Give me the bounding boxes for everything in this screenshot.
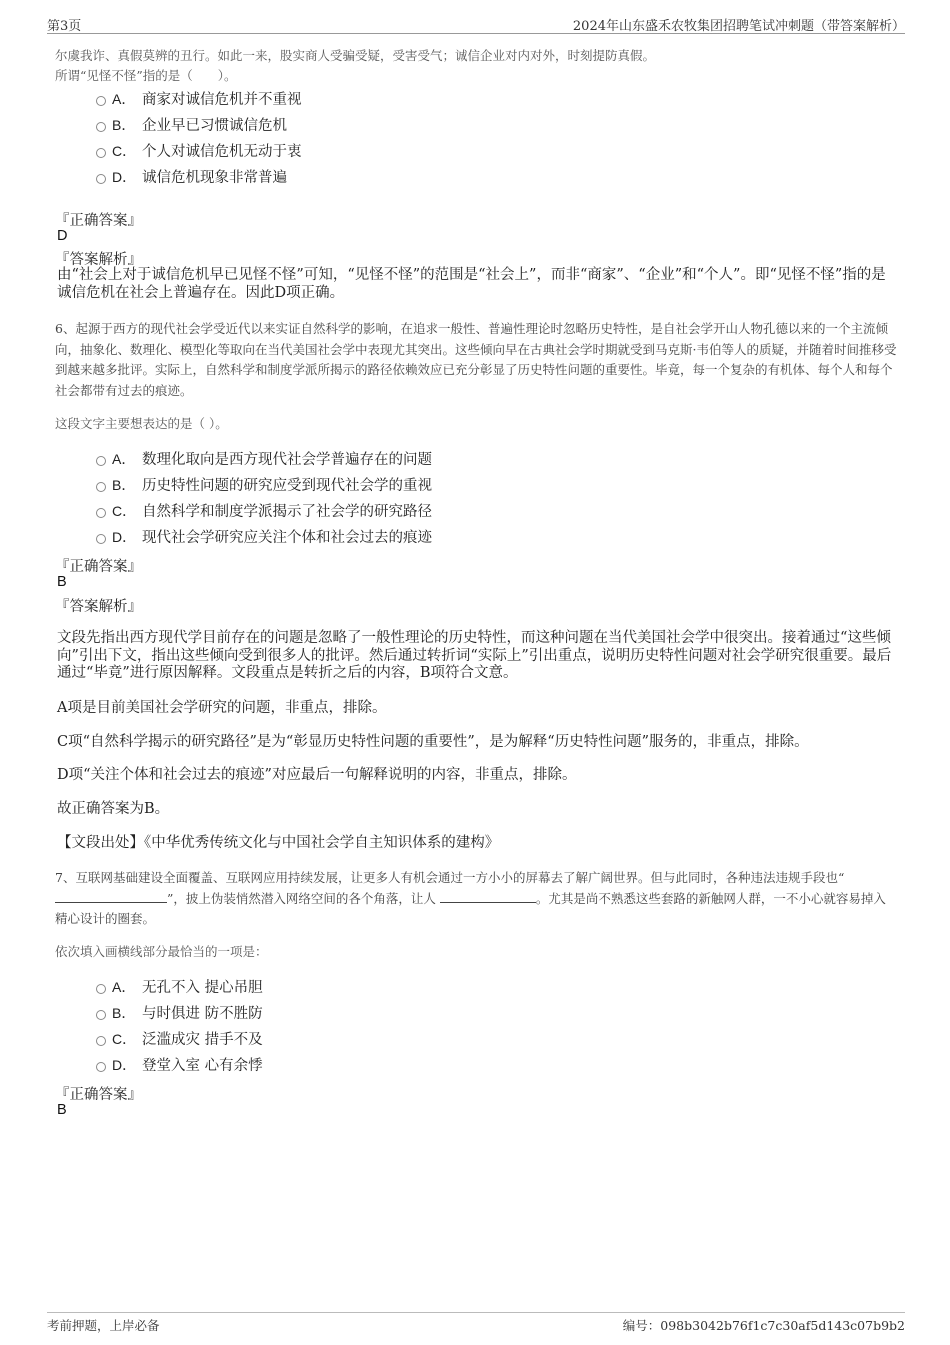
- option-text: 登堂入室 心有余悸: [142, 1058, 263, 1074]
- radio-icon[interactable]: [96, 1062, 106, 1072]
- q6-analysis-label: 『答案解析』: [55, 599, 142, 615]
- option-text: 历史特性问题的研究应受到现代社会学的重视: [142, 478, 432, 494]
- option-text: 企业早已习惯诚信危机: [142, 118, 287, 134]
- fill-blank-2: [440, 890, 536, 903]
- option-letter: C．: [112, 1031, 137, 1047]
- option-letter: D．: [112, 169, 137, 185]
- option-letter: A．: [112, 451, 136, 467]
- document-title: 2024年山东盛禾农牧集团招聘笔试冲刺题（带答案解析）: [572, 19, 905, 34]
- option-letter: D．: [112, 529, 137, 545]
- q6-analysis-a: A项是目前美国社会学研究的问题，非重点，排除。: [57, 700, 387, 716]
- option-letter: B．: [112, 117, 136, 133]
- q6-answer: B: [57, 574, 67, 590]
- q6-source: 【文段出处】《中华优秀传统文化与中国社会学自主知识体系的建构》: [57, 835, 500, 851]
- option-letter: A．: [112, 979, 136, 995]
- option-text: 个人对诚信危机无动于衷: [142, 144, 302, 160]
- radio-icon[interactable]: [96, 122, 106, 132]
- radio-icon[interactable]: [96, 174, 106, 184]
- q6-option-b[interactable]: [96, 474, 432, 496]
- radio-icon[interactable]: [96, 96, 106, 106]
- q5-option-b[interactable]: [96, 114, 287, 136]
- option-text: 自然科学和制度学派揭示了社会学的研究路径: [142, 504, 432, 520]
- option-text: 数理化取向是西方现代社会学普遍存在的问题: [142, 452, 432, 468]
- q5-analysis-label: 『答案解析』: [55, 252, 142, 268]
- option-text: 现代社会学研究应关注个体和社会过去的痕迹: [142, 530, 432, 546]
- q7-option-c[interactable]: [96, 1028, 263, 1050]
- radio-icon[interactable]: [96, 984, 106, 994]
- fill-blank-1: [55, 890, 167, 903]
- q7-question: 依次填入画横线部分最恰当的一项是：: [55, 944, 268, 959]
- radio-icon[interactable]: [96, 456, 106, 466]
- radio-icon[interactable]: [96, 508, 106, 518]
- q7-stem-part-2: ”，披上伪装悄然潜入网络空间的各个角落，让人: [167, 890, 436, 906]
- q7-stem-part-3: 。尤其是尚不熟悉这些套路的新触网人群，一不小心就容易掉入精心设计的圈套。: [55, 890, 886, 926]
- q6-option-c[interactable]: [96, 500, 432, 522]
- option-text: 无孔不入 提心吊胆: [142, 980, 263, 996]
- q7-option-a[interactable]: [96, 976, 263, 998]
- q5-option-c[interactable]: [96, 140, 302, 162]
- radio-icon[interactable]: [96, 1036, 106, 1046]
- q5-answer-label: 『正确答案』: [55, 213, 142, 229]
- option-letter: D．: [112, 1057, 137, 1073]
- q6-analysis-conclusion: 故正确答案为B。: [57, 801, 170, 817]
- q5-lead-1: 尔虞我诈、真假莫辨的丑行。如此一来，股实商人受骗受疑，受害受气；诚信企业对内对外，时刻提防真假。: [55, 48, 656, 63]
- footer-slogan: 考前押题，上岸必备: [47, 1318, 160, 1333]
- q5-option-a[interactable]: [96, 88, 302, 110]
- q6-question: 这段文字主要想表达的是（ ）。: [55, 416, 228, 431]
- page-footer: [47, 1312, 905, 1337]
- q5-analysis: 由“社会上对于诚信危机早已见怪不怪”可知，“见怪不怪”的范围是“社会上”，而非“商家”、“企业”和“个人”。即“见怪不怪”指的是诚信危机在社会上普遍存在。因此D项正确。: [57, 267, 886, 301]
- page-header: [47, 14, 905, 34]
- option-letter: C．: [112, 503, 137, 519]
- q7-stem: [55, 868, 898, 930]
- q5-lead-2: 所谓“见怪不怪”指的是（ ）。: [55, 68, 237, 83]
- q6-answer-label: 『正确答案』: [55, 559, 142, 575]
- option-letter: B．: [112, 477, 136, 493]
- document-serial: 编号：098b3042b76f1c7c30af5d143c07b9b2: [622, 1318, 905, 1333]
- radio-icon[interactable]: [96, 148, 106, 158]
- q6-analysis-c: C项“自然科学揭示的研究路径”是为“彰显历史特性问题的重要性”，是为解释“历史特性问题”服务的，非重点，排除。: [57, 734, 809, 750]
- option-letter: A．: [112, 91, 136, 107]
- option-letter: C．: [112, 143, 137, 159]
- option-text: 泛滥成灾 措手不及: [142, 1032, 263, 1048]
- page-number: 第3页: [47, 19, 82, 34]
- option-letter: B．: [112, 1005, 136, 1021]
- q6-option-a[interactable]: [96, 448, 432, 470]
- option-text: 与时俱进 防不胜防: [142, 1006, 263, 1022]
- radio-icon[interactable]: [96, 482, 106, 492]
- q5-option-d[interactable]: [96, 166, 287, 188]
- radio-icon[interactable]: [96, 1010, 106, 1020]
- q7-option-b[interactable]: [96, 1002, 263, 1024]
- option-text: 诚信危机现象非常普遍: [142, 170, 287, 186]
- q7-answer-label: 『正确答案』: [55, 1087, 142, 1103]
- q5-answer: D: [57, 228, 68, 244]
- q6-analysis-main: 文段先指出西方现代学目前存在的问题是忽略了一般性理论的历史特性，而这种问题在当代美国社会学中很突出。接着通过“这些倾向”引出下文，指出这些倾向受到很多人的批评。然后通过转折词“实际上”引出重点，说明历史特性问题对社会学研究很重要。最后通过“毕竟”进行原因解释。文段重点是转折之后的内容，B项符合文意。: [57, 630, 892, 681]
- q6-analysis-d: D项“关注个体和社会过去的痕迹”对应最后一句解释说明的内容，非重点，排除。: [57, 767, 577, 783]
- option-text: 商家对诚信危机并不重视: [142, 92, 302, 108]
- radio-icon[interactable]: [96, 534, 106, 544]
- q7-stem-part-1: 7、互联网基础建设全面覆盖、互联网应用持续发展，让更多人有机会通过一方小小的屏幕去了解广阔世界。但与此同时，各种违法违规手段也“: [55, 870, 845, 885]
- q7-answer: B: [57, 1102, 67, 1118]
- q6-option-d[interactable]: [96, 526, 432, 548]
- q7-option-d[interactable]: [96, 1054, 263, 1076]
- q6-stem: 6、起源于西方的现代社会学受近代以来实证自然科学的影响，在追求一般性、普遍性理论时忽略历史特性，是自社会学开山人物孔德以来的一个主流倾向，抽象化、数理化、模型化等取向在当代美国社会学中表现尤其突出。这些倾向早在古典社会学时期就受到马克斯·韦伯等人的质疑，并随着时间推移受到越来越多批评。实际上，自然科学和制度学派所揭示的路径依赖效应已充分彰显了历史特性问题的重要性。毕竟，每一个复杂的有机体、每个人和每个社会都带有过去的痕迹。: [55, 321, 897, 398]
